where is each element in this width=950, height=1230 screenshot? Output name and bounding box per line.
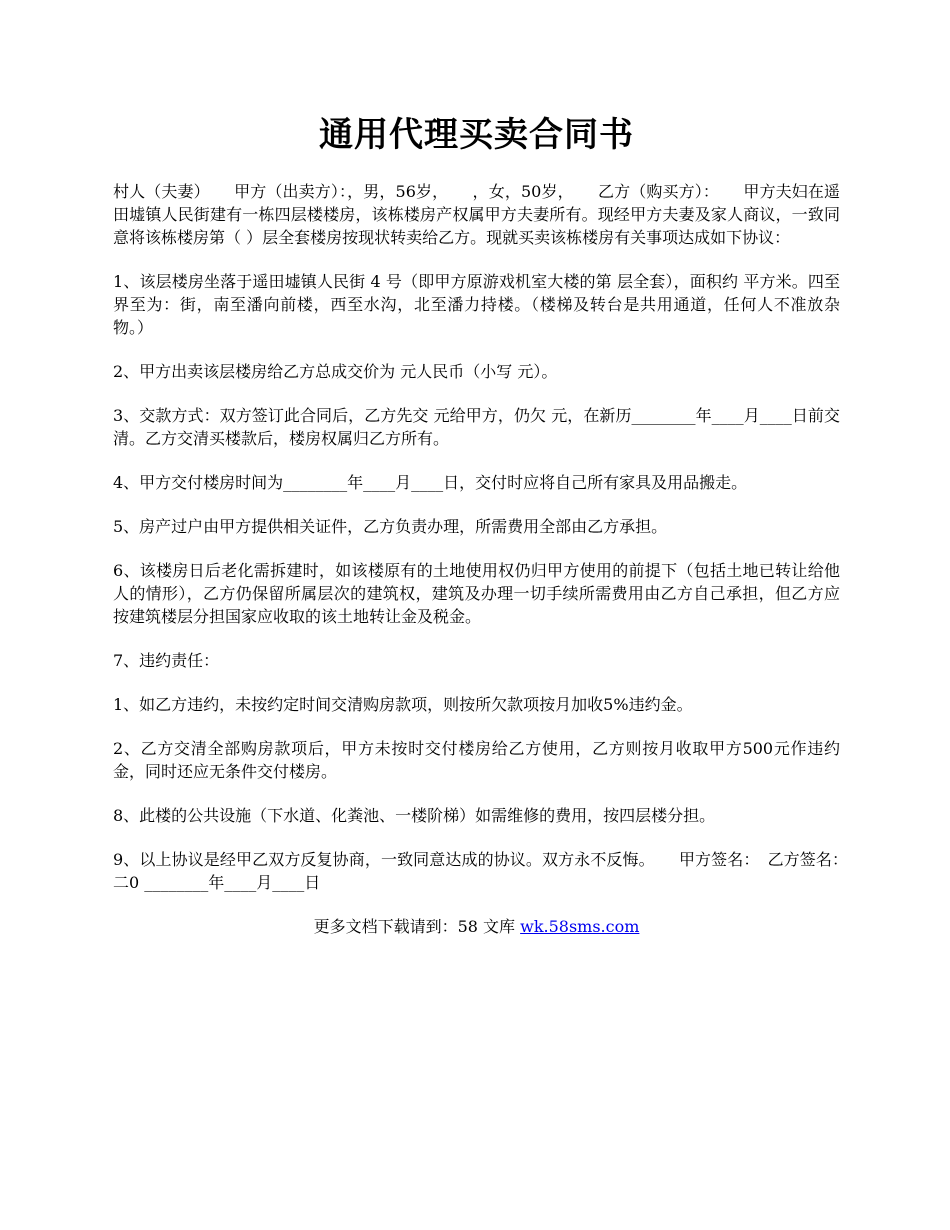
liability-item-1: 1、如乙方违约，未按约定时间交清购房款项，则按所欠款项按月加收5%违约金。	[113, 695, 693, 714]
download-footer	[113, 915, 840, 938]
clause-3-payment: 3、交款方式：双方签订此合同后，乙方先交 元给甲方，仍欠 元，在新历________年____月____日前交清。乙方交清买楼款后，楼房权属归乙方所有。	[113, 406, 840, 448]
footer-link[interactable]: wk.58sms.com	[520, 917, 640, 936]
clause-5-transfer: 5、房产过户由甲方提供相关证件，乙方负责办理，所需费用全部由乙方承担。	[113, 517, 668, 536]
clause-4-delivery: 4、甲方交付楼房时间为________年____月____日，交付时应将自己所有家具及用品搬走。	[113, 473, 748, 492]
intro-paragraph: 村人（夫妻） 甲方（出卖方）：，男，56岁， ，女，50岁， 乙方（购买方）： 甲方夫妇在遥田墟镇人民街建有一栋四层楼楼房，该栋楼房产权属甲方夫妻所有。现经甲方夫妻及家人商议，一致同意将该栋楼房第（ ）层全套楼房按现状转卖给乙方。现就买卖该栋楼房有关事项达成如下协议：	[113, 182, 840, 247]
document-title: 通用代理买卖合同书	[319, 115, 634, 155]
clause-6-rebuild: 6、该楼房日后老化需拆建时，如该楼原有的土地使用权仍归甲方使用的前提下（包括土地已转让给他人的情形），乙方仍保留所属层次的建筑权，建筑及办理一切手续所需费用由乙方自己承担，但乙方应按建筑楼层分担国家应收取的该土地转让金及税金。	[113, 561, 840, 626]
clause-8-facilities: 8、此楼的公共设施（下水道、化粪池、一楼阶梯）如需维修的费用，按四层楼分担。	[113, 806, 716, 825]
clause-1-location: 1、该层楼房坐落于遥田墟镇人民街 4 号（即甲方原游戏机室大楼的第 层全套），面积约 平方米。四至界至为：街，南至潘向前楼，西至水沟，北至潘力持楼。（楼梯及转台是共用通道，任何人不准放杂物。）	[113, 272, 840, 337]
document-page	[113, 110, 873, 938]
footer-prefix: 更多文档下载请到：58 文库	[313, 917, 521, 936]
clause-2-price: 2、甲方出卖该层楼房给乙方总成交价为 元人民币（小写 元）。	[113, 362, 558, 381]
clause-7-liability: 7、违约责任：	[113, 651, 220, 670]
liability-item-2: 2、乙方交清全部购房款项后，甲方未按时交付楼房给乙方使用，乙方则按月收取甲方500元作违约金，同时还应无条件交付楼房。	[113, 739, 840, 781]
clause-9-signature: 9、以上协议是经甲乙双方反复协商，一致同意达成的协议。双方永不反悔。 甲方签名： 乙方签名： 二0 ________年____月____日	[113, 850, 873, 892]
